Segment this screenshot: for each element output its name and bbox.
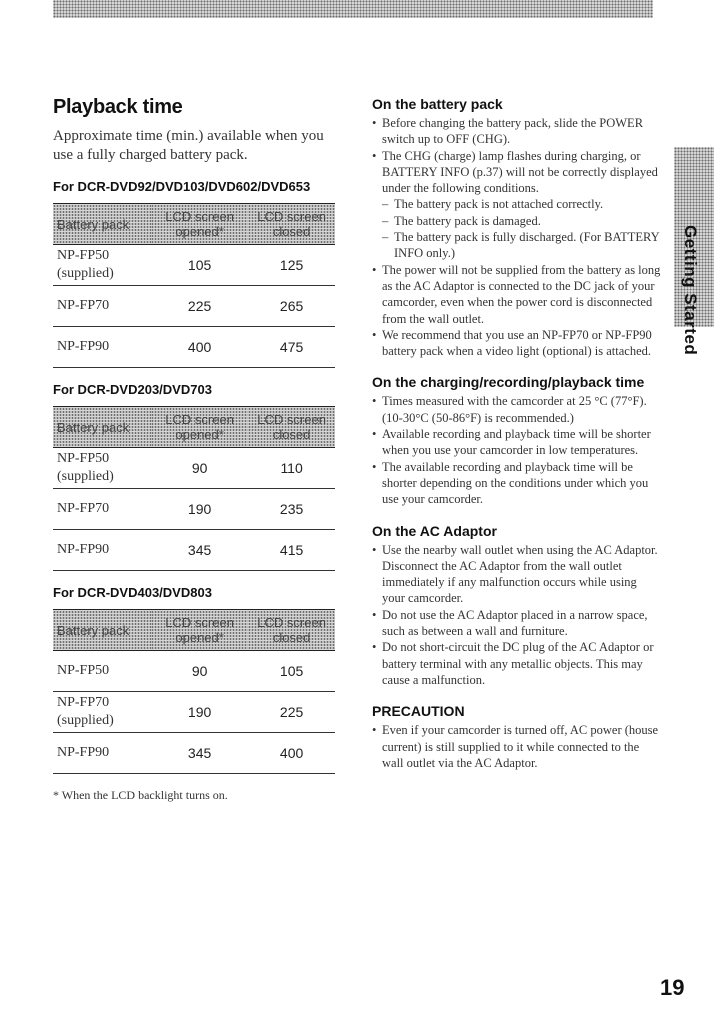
header-band (53, 0, 653, 18)
time-closed-cell: 235 (248, 489, 335, 530)
bullet-item (372, 426, 662, 459)
time-opened-cell: 190 (151, 489, 248, 530)
sub-item: – The battery pack is damaged. (382, 213, 662, 229)
battery-pack-name: NP-FP70 (57, 298, 110, 313)
bullet-item (372, 607, 662, 640)
bullet-list (372, 722, 662, 771)
battery-pack-cell (53, 327, 151, 368)
table-row (53, 733, 335, 774)
time-opened-cell: 105 (151, 245, 248, 286)
bullet-item (372, 393, 662, 426)
note-section-title: On the battery pack (372, 96, 503, 112)
bullet-text: Before changing the battery pack, slide the POWER switch up to OFF (CHG). (382, 116, 644, 147)
time-opened-cell: 345 (151, 733, 248, 774)
time-opened-cell: 400 (151, 327, 248, 368)
model-heading: For DCR-DVD203/DVD703 (53, 382, 212, 397)
table-row (53, 286, 335, 327)
section-title: Playback time (53, 96, 183, 118)
bullet-text: The power will not be supplied from the battery as long as the AC Adaptor is connected to the DC jack of your camcorder, even when the power cord is disconnected from the wall outlet. (382, 262, 661, 326)
intro-text: Approximate time (min.) available when you use a fully charged battery pack. (53, 128, 324, 163)
time-opened-cell: 225 (151, 286, 248, 327)
bullet-list (372, 393, 662, 507)
column-header: LCD screen closed (248, 610, 335, 651)
footnote: * When the LCD backlight turns on. (53, 788, 228, 802)
battery-time-table (53, 203, 335, 368)
battery-pack-name: NP-FP50 (57, 248, 110, 263)
battery-pack-cell (53, 245, 151, 286)
column-header: LCD screen opened* (151, 610, 248, 651)
table-row (53, 692, 335, 733)
note-section-title: On the charging/recording/playback time (372, 374, 645, 391)
bullet-text: The CHG (charge) lamp flashes during charging, or BATTERY INFO (p.37) will not be correctly displayed under the following conditions. (382, 148, 658, 196)
time-closed-cell: 415 (248, 530, 335, 571)
note-section-title: PRECAUTION (372, 703, 465, 720)
column-header: Battery pack (53, 610, 151, 651)
left-column (53, 96, 335, 803)
battery-pack-name: NP-FP70 (57, 501, 110, 516)
column-header: Battery pack (53, 204, 151, 245)
bullet-text: Times measured with the camcorder at 25 °C (77°F). (10-30°C (50-86°F) is recommended.) (382, 394, 647, 425)
battery-pack-name: NP-FP70 (57, 695, 110, 710)
sub-item: – The battery pack is fully discharged. (For BATTERY INFO only.) (382, 229, 662, 262)
column-header: LCD screen closed (248, 407, 335, 448)
table-header-row (53, 610, 335, 651)
battery-pack-cell (53, 651, 151, 692)
bullet-item (372, 459, 662, 508)
battery-pack-note: (supplied) (57, 266, 114, 281)
battery-time-table (53, 406, 335, 571)
battery-pack-name: NP-FP50 (57, 663, 110, 678)
bullet-text: We recommend that you use an NP-FP70 or NP-FP90 battery pack when a video light (optional) is attached. (382, 327, 652, 359)
right-column (372, 96, 662, 786)
table-row (53, 448, 335, 489)
battery-pack-note: (supplied) (57, 713, 114, 728)
table-row (53, 530, 335, 571)
bullet-list (372, 542, 662, 689)
model-heading: For DCR-DVD403/DVD803 (53, 585, 212, 600)
bullet-item (372, 262, 662, 327)
battery-pack-name: NP-FP90 (57, 339, 110, 354)
bullet-item (372, 639, 662, 688)
bullet-text: Available recording and playback time will be shorter when you use your camcorder in low temperatures. (382, 427, 651, 458)
time-closed-cell: 125 (248, 245, 335, 286)
time-closed-cell: 400 (248, 733, 335, 774)
page-number: 19 (660, 975, 685, 1000)
battery-pack-cell (53, 530, 151, 571)
battery-pack-cell (53, 286, 151, 327)
side-tab-label: Getting Started (681, 225, 700, 356)
time-opened-cell: 90 (151, 651, 248, 692)
table-row (53, 651, 335, 692)
bullet-text: Even if your camcorder is turned off, AC power (house current) is still supplied to it while connected to the wall outlet via the AC Adaptor. (382, 723, 659, 770)
bullet-text: Do not use the AC Adaptor placed in a narrow space, such as between a wall and furniture. (382, 607, 648, 639)
bullet-item (372, 327, 662, 360)
sub-list (382, 196, 662, 261)
sub-item: – The battery pack is not attached correctly. (382, 196, 662, 212)
note-section-title: On the AC Adaptor (372, 522, 497, 539)
table-row (53, 327, 335, 368)
time-closed-cell: 110 (248, 448, 335, 489)
bullet-item (372, 115, 662, 148)
time-closed-cell: 105 (248, 651, 335, 692)
column-header: LCD screen opened* (151, 204, 248, 245)
time-closed-cell: 475 (248, 327, 335, 368)
table-header-row (53, 407, 335, 448)
battery-pack-cell (53, 733, 151, 774)
battery-time-table (53, 609, 335, 774)
table-row (53, 489, 335, 530)
bullet-list (372, 115, 662, 359)
column-header: Battery pack (53, 407, 151, 448)
battery-pack-cell (53, 692, 151, 733)
table-header-row (53, 204, 335, 245)
battery-pack-name: NP-FP90 (57, 542, 110, 557)
time-closed-cell: 225 (248, 692, 335, 733)
battery-pack-name: NP-FP50 (57, 451, 110, 466)
bullet-text: Use the nearby wall outlet when using the AC Adaptor. Disconnect the AC Adaptor from the wall outlet immediately if any malfunction occurs while using your camcorder. (382, 542, 658, 606)
bullet-text: The available recording and playback time will be shorter depending on the conditions under which you use your camcorder. (382, 459, 649, 507)
time-opened-cell: 345 (151, 530, 248, 571)
time-closed-cell: 265 (248, 286, 335, 327)
time-opened-cell: 190 (151, 692, 248, 733)
bullet-item (372, 148, 662, 262)
column-header: LCD screen closed (248, 204, 335, 245)
bullet-item (372, 722, 662, 771)
tables-container (53, 179, 335, 774)
battery-pack-cell (53, 448, 151, 489)
battery-pack-note: (supplied) (57, 469, 114, 484)
column-header: LCD screen opened* (151, 407, 248, 448)
battery-pack-cell (53, 489, 151, 530)
bullet-item (372, 542, 662, 607)
battery-pack-name: NP-FP90 (57, 745, 110, 760)
model-heading: For DCR-DVD92/DVD103/DVD602/DVD653 (53, 179, 311, 194)
bullet-text: Do not short-circuit the DC plug of the AC Adaptor or battery terminal with any metallic objects. This may cause a malfunction. (382, 640, 654, 687)
table-row (53, 245, 335, 286)
time-opened-cell: 90 (151, 448, 248, 489)
